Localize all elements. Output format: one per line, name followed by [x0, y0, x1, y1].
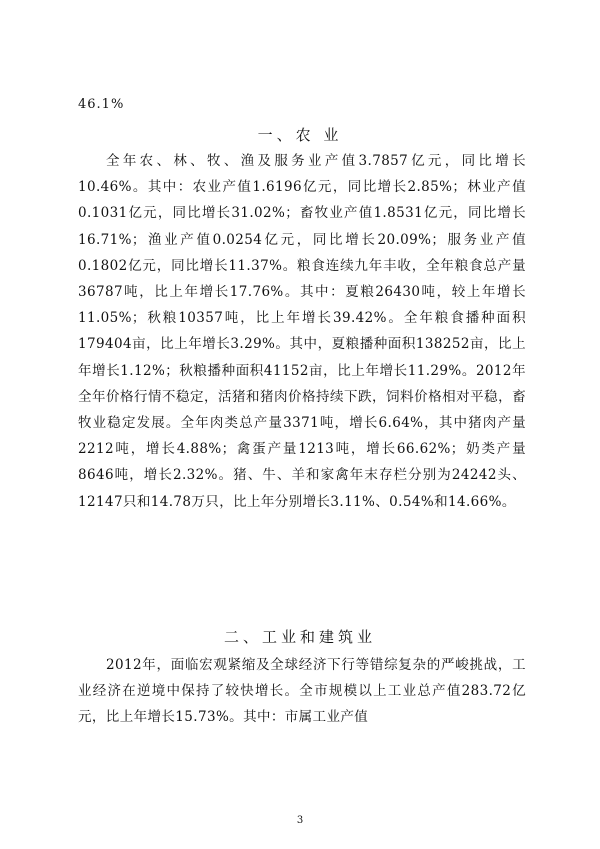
section-heading-industry: 二、工业和建筑业 — [223, 628, 376, 646]
section-heading-agriculture: 一、农 业 — [257, 126, 343, 144]
continued-text: 46.1% — [78, 97, 125, 112]
page-number: 3 — [296, 815, 304, 826]
agriculture-paragraph: 全年农、林、牧、渔及服务业产值3.7857亿元，同比增长10.46%。其中：农业产值1.6196亿元，同比增长2.85%；林业产值0.1031亿元，同比增长31.02%；畜牧业产值1.8531亿元，同比增长16.71%；渔业产值0.0254亿元，同比增长20.09%；服务业产值0.1802亿元，同比增长11.37%。粮食连续九年丰收，全年粮食总产量36787吨，比上年增长17.76%。其中：夏粮26430吨，较上年增长11.05%；秋粮10357吨，比上年增长39.42%。全年粮食播种面积179404亩，比上年增长3.29%。其中，夏粮播种面积138252亩，比上年增长1.12%；秋粮播种面积41152亩，比上年增长11.29%。2012年全年价格行情不稳定，活猪和猪肉价格持续下跌，饲料价格相对平稳，畜牧业稳定发展。全年肉类总产量3371吨，增长6.64%，其中猪肉产量2212吨，增长4.88%；禽蛋产量1213吨，增长66.62%；奶类产量8646吨，增长2.32%。猪、牛、羊和家禽年末存栏分别为24242头、12147只和14.78万只，比上年分别增长3.11%、0.54%和14.66%。 — [78, 153, 526, 510]
industry-paragraph: 2012年，面临宏观紧缩及全球经济下行等错综复杂的严峻挑战，工业经济在逆境中保持了较快增长。全市规模以上工业总产值283.72亿元，比上年增长15.73%。其中：市属工业产值 — [78, 657, 526, 726]
